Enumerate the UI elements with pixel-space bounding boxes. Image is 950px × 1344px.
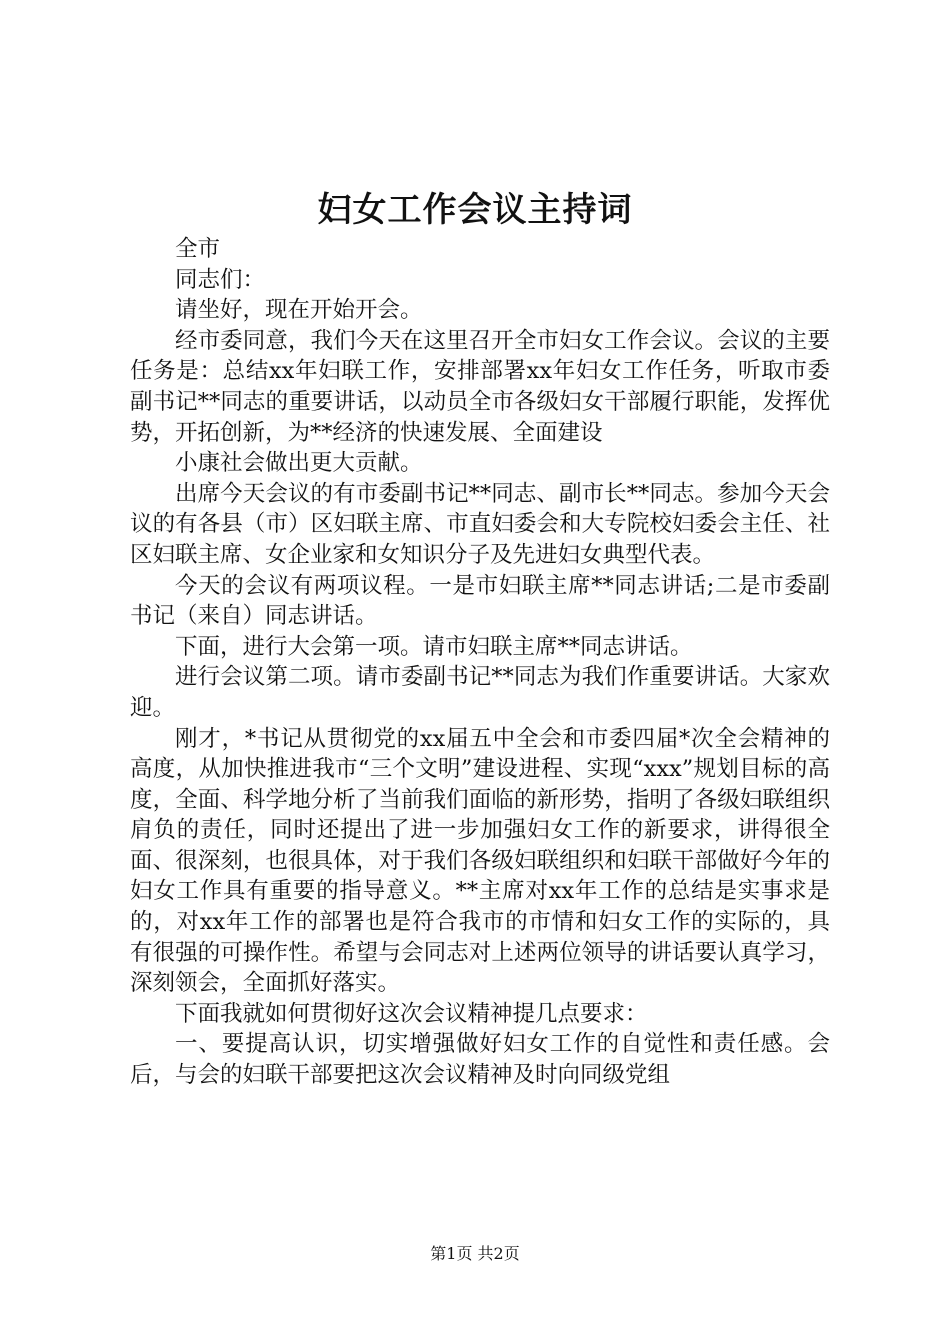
paragraph: 一、要提高认识，切实增强做好妇女工作的自觉性和责任感。会后，与会的妇联干部要把这次会议精神及时向同级党组 [130,1031,830,1089]
paragraph: 出席今天会议的有市委副书记**同志、副市长**同志。参加今天会议的有各县（市）区妇联主席、市直妇委会和大专院校妇委会主任、社区妇联主席、女企业家和女知识分子及先进妇女典型代表。 [130,480,830,568]
paragraph: 经市委同意，我们今天在这里召开全市妇女工作会议。会议的主要任务是：总结xx年妇联工作，安排部署xx年妇女工作任务，听取市委副书记**同志的重要讲话，以动员全市各级妇女干部履行职能，发挥优势，开拓创新，为**经济的快速发展、全面建设 [130,327,830,446]
paragraph: 同志们： [175,266,266,293]
paragraph: 刚才，*书记从贯彻党的xx届五中全会和市委四届*次全会精神的高度，从加快推进我市“三个文明”建设进程、实现“xxx”规划目标的高度，全面、科学地分析了当前我们面临的新形势，指明了各级妇联组织肩负的责任，同时还提出了进一步加强妇女工作的新要求，讲得很全面、很深刻，也很具体，对于我们各级妇联组织和妇联干部做好今年的妇女工作具有重要的指导意义。**主席对xx年工作的总结是实事求是的，对xx年工作的部署也是符合我市的市情和妇女工作的实际的，具有很强的可操作性。希望与会同志对上述两位领导的讲话要认真学习，深刻领会，全面抓好落实。 [130,725,830,997]
paragraph: 全市 [175,236,221,262]
paragraph: 今天的会议有两项议程。一是市妇联主席**同志讲话;二是市委副书记（来自）同志讲话。 [130,572,830,630]
document-title: 妇女工作会议主持词 [317,190,633,230]
paragraph: 下面，进行大会第一项。请市妇联主席**同志讲话。 [175,633,693,660]
paragraph: 请坐好，现在开始开会。 [175,297,423,324]
paragraph: 下面我就如何贯彻好这次会议精神提几点要求： [175,1000,648,1027]
paragraph: 小康社会做出更大贡献。 [175,450,423,477]
document-body [130,234,830,1091]
paragraph: 进行会议第二项。请市委副书记**同志为我们作重要讲话。大家欢迎。 [130,664,830,721]
page-footer: 第1页 共2页 [430,1244,520,1263]
